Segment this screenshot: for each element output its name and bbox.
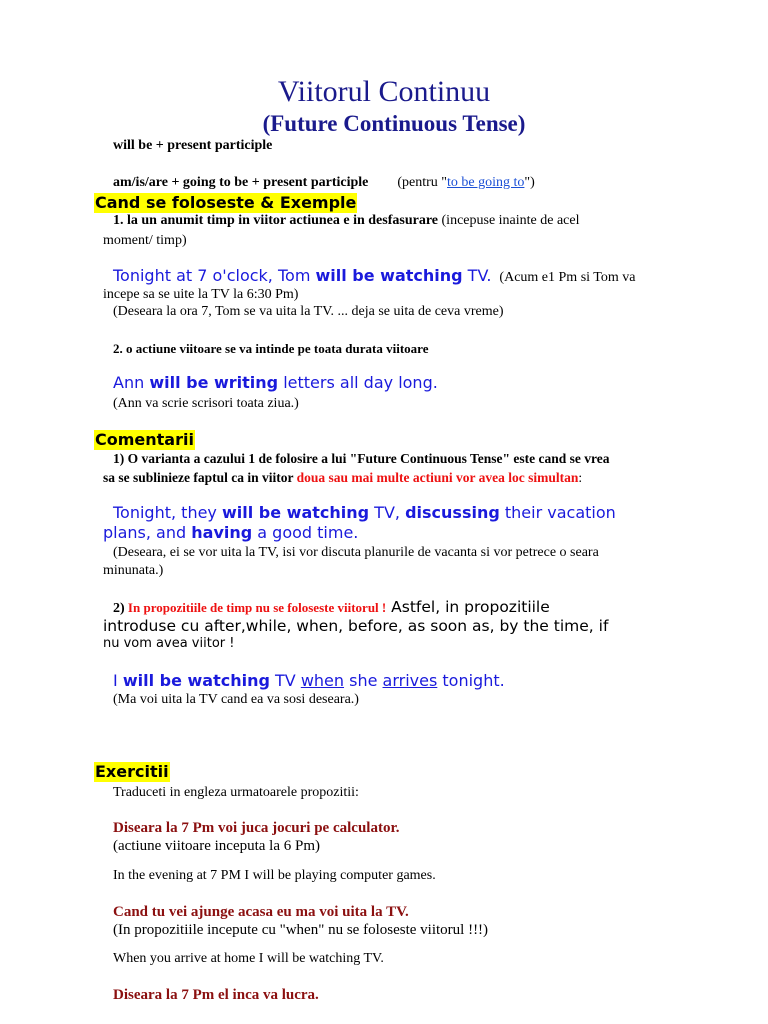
exercise-1-answer: In the evening at 7 PM I will be playing computer games. xyxy=(113,868,436,883)
example-4: I will be watching TV when she arrives tonight. xyxy=(113,671,505,690)
formula-2-line xyxy=(113,174,535,192)
exercise-2-question: Cand tu vei ajunge acasa eu ma voi uita la TV. xyxy=(113,904,409,920)
formula-2-note: (pentru "to be going to") xyxy=(397,175,535,190)
going-to-link[interactable]: to be going to xyxy=(447,175,525,190)
exercise-3-question: Diseara la 7 Pm el inca va lucra. xyxy=(113,987,319,1003)
exercise-1-note: (actiune viitoare inceputa la 6 Pm) xyxy=(113,838,321,854)
section-heading-usage: Cand se foloseste & Exemple xyxy=(95,193,357,212)
example-3: Tonight, they will be watching TV, discussing their vacation xyxy=(113,503,616,522)
example-3-cont: plans, and having a good time. xyxy=(103,523,359,542)
page-title: Viitorul Continuu xyxy=(277,75,491,108)
section-heading-exercises: Exercitii xyxy=(95,762,169,781)
usage-rule-1: 1. la un anumit timp in viitor actiunea e in desfasurare (incepuse inainte de acel xyxy=(113,213,580,228)
page-subtitle: (Future Continuous Tense) xyxy=(262,111,526,136)
example-2-translation: (Ann va scrie scrisori toata ziua.) xyxy=(113,396,299,411)
comment-2-cont: introduse cu after,while, when, before, as soon as, by the time, if xyxy=(103,617,609,635)
example-2: Ann will be writing letters all day long. xyxy=(113,373,438,392)
exercise-1-question: Diseara la 7 Pm voi juca jocuri pe calculator. xyxy=(113,820,400,836)
formula-1: will be + present participle xyxy=(113,138,273,153)
exercise-2-note: (In propozitiile incepute cu "when" nu se foloseste viitorul !!!) xyxy=(113,922,489,938)
comment-2-cont-2: nu vom avea viitor ! xyxy=(103,636,235,651)
usage-rule-1-cont: moment/ timp) xyxy=(103,233,187,248)
section-heading-comments: Comentarii xyxy=(95,430,194,449)
comment-1-cont: sa se sublinieze faptul ca in viitor doua sau mai multe actiuni vor avea loc simultan: xyxy=(103,470,583,485)
example-1-cont: incepe sa se uite la TV la 6:30 Pm) xyxy=(103,287,299,302)
exercise-2-answer: When you arrive at home I will be watching TV. xyxy=(113,951,384,966)
usage-rule-2: 2. o actiune viitoare se va intinde pe toata durata viitoare xyxy=(113,341,429,356)
example-3-translation-cont: minunata.) xyxy=(103,563,164,578)
example-1-translation: (Deseara la ora 7, Tom se va uita la TV. ... deja se uita de ceva vreme) xyxy=(113,304,504,319)
example-4-translation: (Ma voi uita la TV cand ea va sosi deseara.) xyxy=(113,692,359,707)
example-3-translation: (Deseara, ei se vor uita la TV, isi vor discuta planurile de vacanta si vor petrece o seara xyxy=(113,545,599,560)
exercises-intro: Traduceti in engleza urmatoarele propozitii: xyxy=(113,785,359,800)
formula-2: am/is/are + going to be + present participle xyxy=(113,175,369,190)
comment-2: 2) In propozitiile de timp nu se foloseste viitorul ! Astfel, in propozitiile xyxy=(113,598,550,616)
example-1: Tonight at 7 o'clock, Tom will be watching TV. (Acum e1 Pm si Tom va xyxy=(113,266,636,285)
comment-1: 1) O varianta a cazului 1 de folosire a lui "Future Continuous Tense" este cand se vrea xyxy=(113,451,610,466)
